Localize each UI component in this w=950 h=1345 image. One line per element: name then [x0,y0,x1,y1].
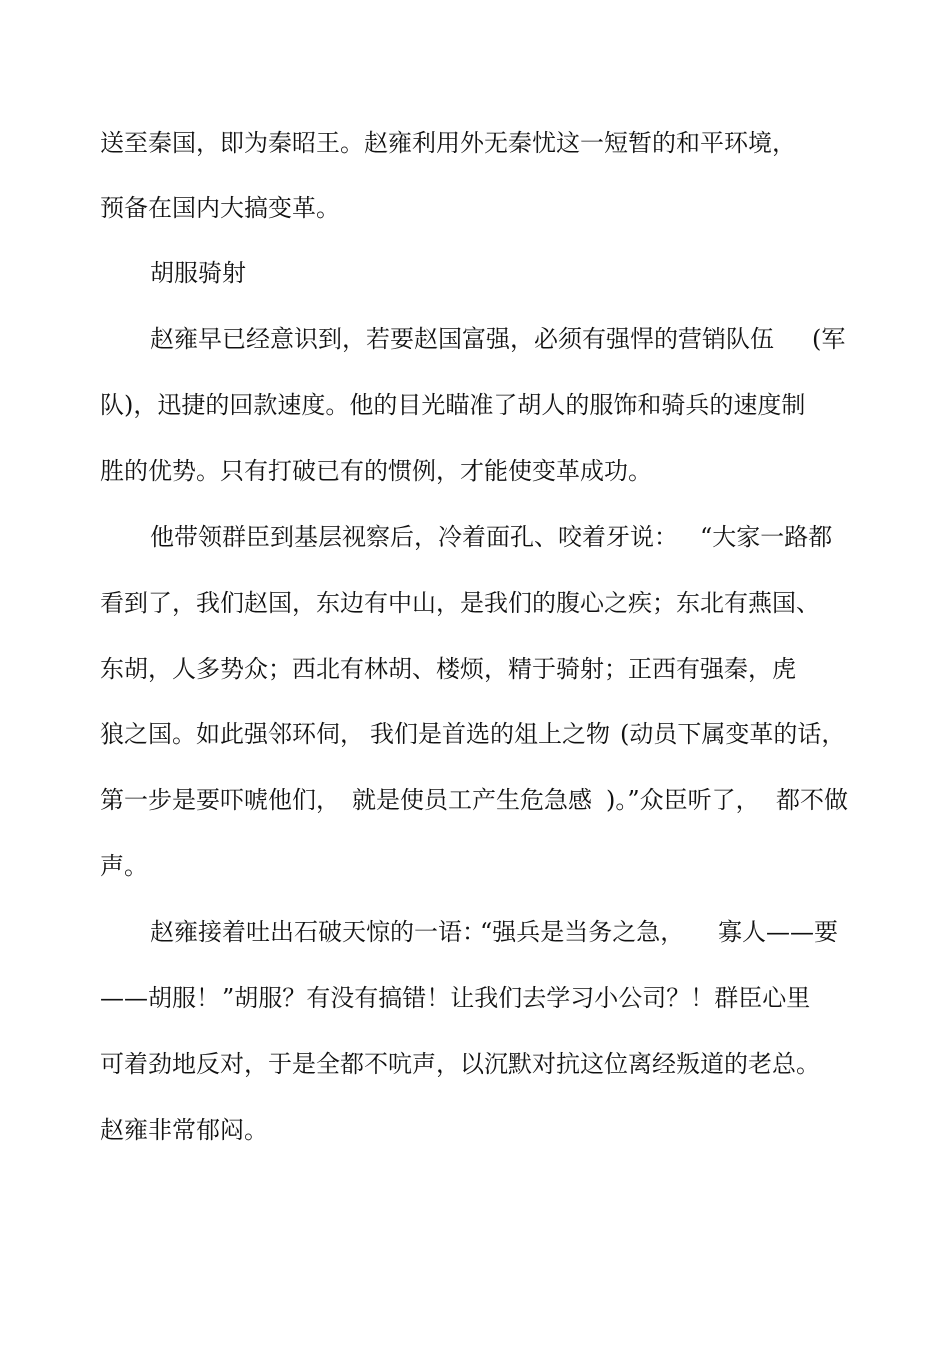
text-line: “强兵是当务之急， [480,918,685,946]
text-line: 赵雍早已经意识到，若要赵国富强，必须有强悍的营销队伍 [150,325,774,353]
text-line: “大家一路都 [700,523,833,551]
text-line: )。”众臣听了， [606,786,760,814]
text-line: 预备在国内大搞变革。 [100,194,340,222]
text-line: 声。 [100,852,148,880]
text-line: 狼之国。 [100,720,196,748]
text-line: 都不做 [776,786,848,814]
text-line: 寡人——要 [718,918,838,946]
text-line: 送至秦国，即为秦昭王。赵雍利用外无秦忧这一短暂的和平环境， [100,129,796,157]
text-line: 看到了，我们赵国，东边有中山，是我们的腹心之疾；东北有燕国、 [100,589,820,617]
text-line: 胜的优势。只有打破已有的惯例，才能使变革成功。 [100,457,652,485]
text-line: 赵雍非常郁闷。 [100,1116,268,1144]
text-line: ——胡服！ [100,984,220,1012]
text-line: (军 [812,325,846,353]
text-line: 第一步是要吓唬他们， [100,786,340,814]
text-line: 东胡，人多势众；西北有林胡、楼烦，精于骑射；正西有强秦，虎 [100,655,796,683]
text-line: 他带领群臣到基层视察后，冷着面孔、咬着牙说： [150,523,678,551]
text-line: 队)，迅捷的回款速度。他的目光瞄准了胡人的服饰和骑兵的速度制 [100,391,806,419]
text-line: ”胡服？有没有搞错！让我们去学习小公司？！群臣心里 [222,984,811,1012]
text-line: 如此强邻环伺， [196,720,364,748]
text-line: 可着劲地反对，于是全都不吭声，以沉默对抗这位离经叛道的老总。 [100,1050,820,1078]
text-line: 赵雍接着吐出石破天惊的一语： [150,918,486,946]
section-heading: 胡服骑射 [150,259,246,287]
text-line: 就是使员工产生危急感 [352,786,592,814]
text-line: (动员下属变革的话， [620,720,846,748]
text-line: 我们是首选的俎上之物 [370,720,610,748]
